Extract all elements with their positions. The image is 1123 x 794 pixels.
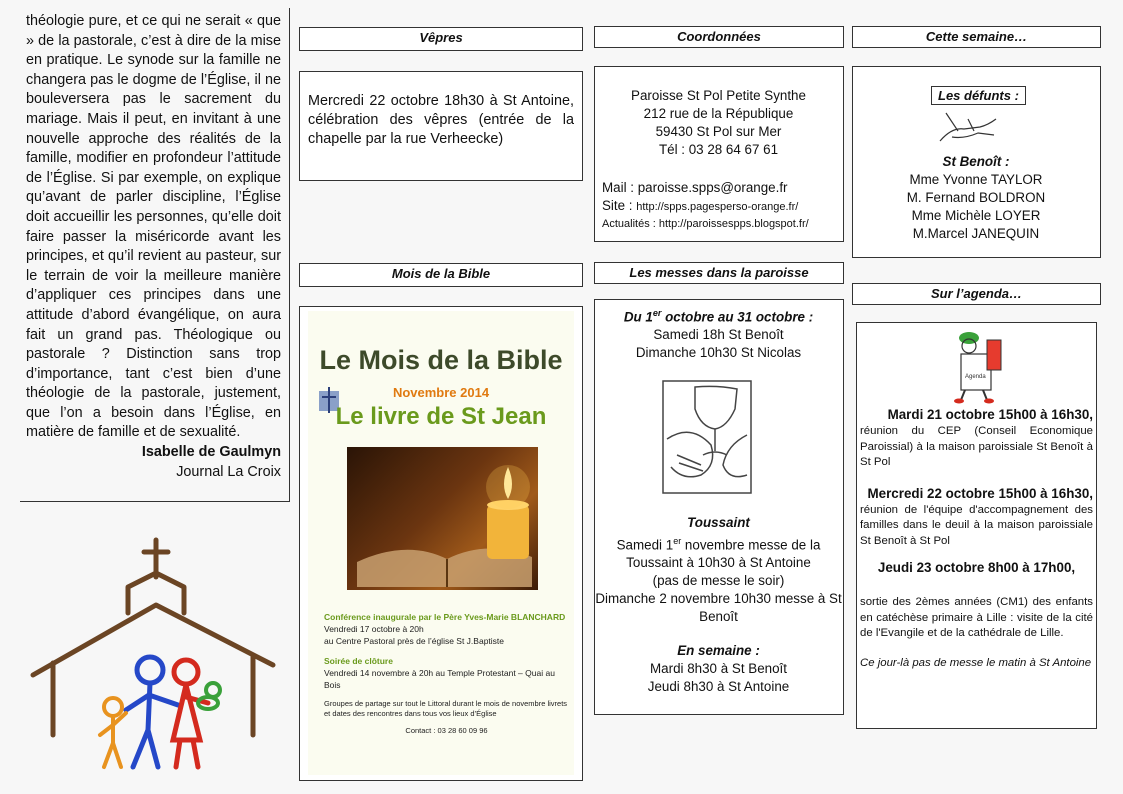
mother-figure [173, 660, 208, 767]
agenda-events [860, 406, 1093, 671]
close-text: Vendredi 14 novembre à 20h au Temple Protestant – Quai au Bois [324, 668, 555, 690]
praying-hands-icon [938, 109, 1002, 145]
agenda-header: Sur l’agenda… [852, 283, 1101, 305]
toussaint-sunday: Dimanche 2 novembre 10h30 messe à St Benoît [595, 591, 842, 625]
messes-period: Du 1er octobre au 31 octobre : [623, 308, 814, 325]
toussaint-saturday: Samedi 1er novembre messe de la Toussaint à 10h30 à St Antoine [616, 536, 821, 571]
messes-saturday: Samedi 18h St Benoît [653, 327, 784, 343]
toussaint-note: (pas de messe le soir) [652, 573, 785, 589]
bible-poster-box [299, 306, 583, 781]
defunt-name: M. Fernand BOLDRON [906, 190, 1046, 205]
conf-title: Conférence inaugurale par le Père Yves-Marie BLANCHARD [324, 612, 566, 622]
event3-note: Ce jour-là pas de messe le matin à St Antoine [860, 656, 1092, 669]
poster-contact: Contact : 03 28 60 09 96 [405, 726, 488, 735]
defunts-church: St Benoît : [942, 154, 1010, 169]
bible-poster [308, 311, 574, 775]
news-label: Actualités : [602, 218, 656, 230]
messes-header: Les messes dans la paroisse [594, 262, 844, 284]
event2-title: Mercredi 22 octobre 15h00 à 16h30, [867, 485, 1093, 501]
coord-phone: Tél : 03 28 64 67 61 [658, 142, 779, 157]
article-column [20, 8, 290, 502]
toussaint-title: Toussaint [687, 515, 750, 530]
coord-links [602, 179, 840, 232]
week-tuesday: Mardi 8h30 à St Benoît [650, 661, 787, 677]
defunts-list [853, 153, 1099, 243]
coord-header: Coordonnées [594, 26, 844, 48]
vepres-text: Mercredi 22 octobre 18h30 à St Antoine, célébration des vêpres (entrée de la chapelle par la rue Verheecke) [308, 93, 574, 147]
coord-line3: 59430 St Pol sur Mer [655, 124, 782, 139]
messes-october [595, 304, 842, 362]
groups-text: Groupes de partage sur tout le Littoral durant le mois de novembre livrets et dates des rencontres dans tous vos lieux d’Église [324, 699, 568, 718]
family-church-illustration [28, 535, 278, 780]
poster-date: Novembre 2014 [392, 385, 490, 400]
messes-box [594, 299, 844, 715]
defunt-name: M.Marcel JANEQUIN [912, 226, 1040, 241]
messes-sunday: Dimanche 10h30 St Nicolas [635, 345, 802, 361]
coord-line1: Paroisse St Pol Petite Synthe [631, 88, 806, 103]
semaine-box [852, 66, 1101, 258]
close-title: Soirée de clôture [324, 656, 393, 666]
chalice-hands-icon [657, 375, 757, 500]
week-thursday: Jeudi 8h30 à St Antoine [647, 679, 790, 695]
vepres-box [299, 71, 583, 181]
agenda-box [856, 322, 1097, 729]
event3-title: Jeudi 23 octobre 8h00 à 17h00, [877, 560, 1076, 575]
vepres-header: Vêpres [299, 27, 583, 51]
article-author: Isabelle de Gaulmyn [141, 444, 281, 461]
father-figure [126, 657, 178, 767]
church-outline [33, 540, 273, 735]
week-title: En semaine : [677, 643, 760, 659]
coord-mail[interactable]: Mail : paroisse.spps@orange.fr [602, 180, 788, 195]
article-text: théologie pure, et ce qui ne serait « que » de la pastorale, c’est à dire de la mise en pratique. Le synode sur la famille ne changera pas le dogme de l’Église, il ne bouleversera pas le sacrement du mariage. Mais il peut, en invitant à une nouvelle approche des réalités de la famille, modifier en profondeur l’attitude de l’Église. Si par exemple, on explique qu’avant de parler discipline, l’Église doit accueillir les personnes, qu’elle doit faire passer la miséricorde avant les principes, et qu’il revient au pasteur, sur le terrain de voir la meilleure manière d’appliquer ces principes dans une attitude d’abord évangélique, on aura fait un grand pas. Théologique ou pastorale ? Distinction sans trop d’importance, tant c’est bien d’une théologie de la pastorale, justement, que l’on a besoin dans l’Église, en matière de famille et de sexualité. [26, 13, 281, 441]
poster-subtitle: Le livre de St Jean [335, 403, 547, 430]
news-link[interactable]: http://paroissespps.blogspot.fr/ [658, 218, 809, 230]
event3-text: sortie des 2èmes années (CM1) des enfants en catéchèse primaire à Lille : visite de la cité de l'Evangile et de la cathédrale de Lille. [860, 596, 1093, 639]
agenda-cartoon-icon [947, 326, 1007, 404]
event2-text: réunion de l'équipe d'accompagnement des familles dans le deuil à la maison paroissiale St Benoît à St Pol [860, 503, 1093, 547]
article-source: Journal La Croix [176, 463, 281, 480]
conf-place: au Centre Pastoral près de l’église St J.Baptiste [324, 636, 505, 646]
conf-date: Vendredi 17 octobre à 20h [324, 624, 424, 634]
event1-title: Mardi 21 octobre 15h00 à 16h30, [887, 407, 1093, 422]
coord-line2: 212 rue de la République [643, 106, 794, 121]
coord-news [602, 216, 840, 232]
defunt-name: Mme Yvonne TAYLOR [909, 172, 1043, 187]
defunt-name: Mme Michèle LOYER [911, 208, 1041, 223]
bible-header: Mois de la Bible [299, 263, 583, 287]
semaine-header: Cette semaine… [852, 26, 1101, 48]
poster-details [324, 611, 569, 737]
poster-title: Le Mois de la Bible [319, 345, 563, 375]
messes-toussaint [595, 514, 842, 696]
child-figure [100, 698, 126, 767]
site-label: Site : [602, 198, 633, 213]
coord-address [595, 87, 842, 159]
agenda-icon-label: Agenda [965, 374, 986, 380]
site-link[interactable]: http://spps.pagesperso-orange.fr/ [636, 201, 799, 213]
event1-text: réunion du CEP (Conseil Economique Paroissial) à la maison paroissiale St Benoît à St Pol [860, 425, 1093, 468]
bible-candle-photo [347, 447, 538, 590]
defunts-label: Les défunts : [931, 86, 1026, 105]
coord-site [602, 197, 840, 216]
coord-box [594, 66, 844, 242]
